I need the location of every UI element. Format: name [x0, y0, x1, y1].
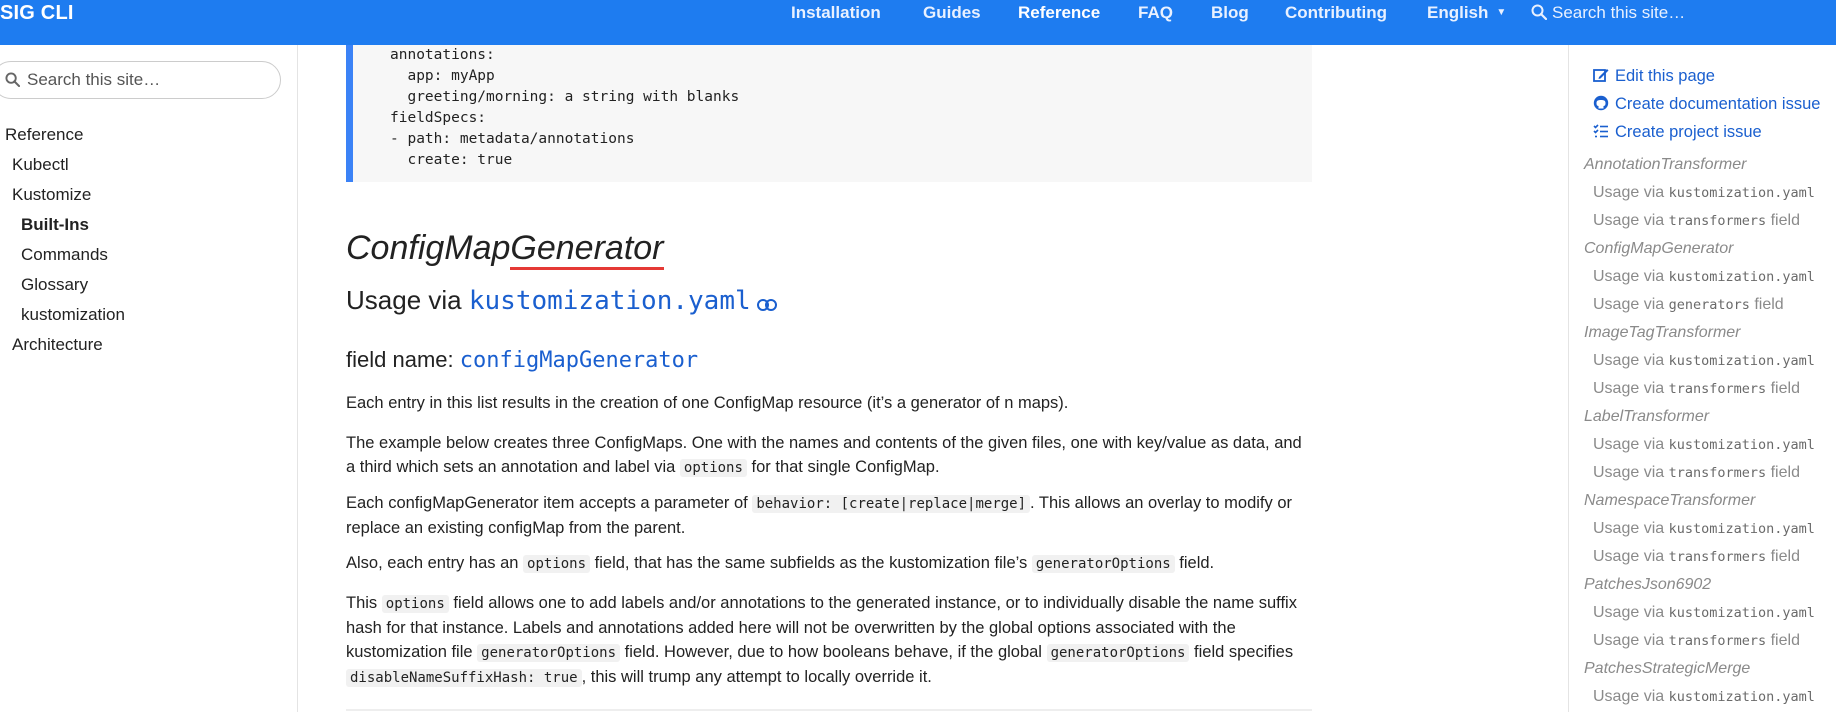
toc-subitem-suffix: field — [1754, 296, 1784, 313]
toc-subitem-prefix: Usage via — [1593, 184, 1665, 201]
field-code: configMapGenerator — [459, 348, 699, 373]
edit-icon — [1593, 67, 1609, 83]
toc-subitem-prefix: Usage via — [1593, 464, 1665, 481]
sidebar-search-input[interactable] — [27, 70, 267, 90]
paragraph-1: Each entry in this list results in the creation of one ConfigMap resource (it’s a generator of n maps). — [346, 394, 1069, 412]
tasks-icon — [1593, 123, 1609, 139]
toc-subitem-prefix: Usage via — [1593, 604, 1665, 621]
inline-code: options — [382, 595, 449, 613]
sidebar-item-built-ins[interactable]: Built-Ins — [21, 215, 89, 234]
usage-prefix: Usage via — [346, 285, 462, 315]
toc-subitem[interactable] — [1593, 520, 1815, 538]
text: Also, each entry has an — [346, 554, 519, 572]
sidebar-item-reference[interactable]: Reference — [5, 125, 84, 144]
search-icon — [5, 72, 20, 87]
text: , this will trump any attempt to locally override it. — [581, 668, 932, 686]
title-part1: ConfigMap — [346, 229, 511, 267]
toc-subitem-code: transformers — [1668, 465, 1767, 481]
toc-subitem-code: transformers — [1668, 381, 1767, 397]
text: The example below creates three ConfigMaps. One with the names and contents of the given files, one with key/value as data, and a third which sets an annotation and label via — [346, 434, 1302, 476]
usage-heading — [346, 285, 777, 318]
toc-subitem-code: kustomization.yaml — [1668, 353, 1815, 369]
usage-code: kustomization.yaml — [468, 286, 751, 316]
create-project-issue-link[interactable] — [1593, 123, 1762, 142]
code-line: create: true — [390, 152, 513, 168]
toc-subitem-prefix: Usage via — [1593, 688, 1665, 705]
toc-subitem-prefix: Usage via — [1593, 632, 1665, 649]
nav-reference[interactable]: Reference — [1018, 3, 1101, 22]
language-label: English — [1427, 3, 1489, 22]
text: field. However, due to how booleans behave, if the global — [624, 643, 1042, 661]
code-text — [390, 45, 739, 171]
toc-subitem-prefix: Usage via — [1593, 268, 1665, 285]
text: field specifies — [1194, 643, 1294, 661]
paragraph-2 — [346, 431, 1312, 480]
nav-search[interactable] — [1531, 3, 1685, 23]
toc-subitem-prefix: Usage via — [1593, 520, 1665, 537]
toc-section[interactable]: ImageTagTransformer — [1584, 324, 1741, 341]
toc-section[interactable]: AnnotationTransformer — [1584, 156, 1747, 173]
main-content — [346, 45, 1312, 712]
field-prefix: field name: — [346, 347, 454, 372]
toc-subitem-code: kustomization.yaml — [1668, 689, 1815, 705]
edit-page-label: Edit this page — [1615, 67, 1715, 85]
toc-subitem-prefix: Usage via — [1593, 548, 1665, 565]
toc-subitem[interactable] — [1593, 296, 1784, 314]
text: field allows one to add labels and/or annotations to the generated instance, or to individually disable the name suffix hash for that instance. Labels and annotations added here will not be overwritten by the global options associated with the kustomization file — [346, 594, 1297, 661]
toc-subitem-suffix: field — [1770, 632, 1800, 649]
sidebar-item-architecture[interactable]: Architecture — [12, 335, 103, 354]
toc-subitem-suffix: field — [1770, 212, 1800, 229]
code-line: app: myApp — [390, 68, 495, 84]
text: for that single ConfigMap. — [751, 458, 940, 476]
paragraph-5 — [346, 591, 1312, 690]
top-navbar — [0, 0, 1836, 45]
toc-subitem-code: transformers — [1668, 549, 1767, 565]
create-doc-issue-link[interactable] — [1593, 95, 1820, 114]
text: field. — [1179, 554, 1215, 572]
right-toc — [1568, 45, 1836, 712]
github-icon — [1593, 95, 1609, 111]
inline-code: generatorOptions — [1047, 644, 1190, 662]
sidebar-item-kustomization[interactable]: kustomization — [21, 305, 125, 324]
toc-subitem-code: kustomization.yaml — [1668, 437, 1815, 453]
title-part2: Generator — [510, 229, 663, 270]
toc-section[interactable]: NamespaceTransformer — [1584, 492, 1756, 509]
toc-section[interactable]: PatchesJson6902 — [1584, 576, 1712, 593]
toc-section[interactable]: ConfigMapGenerator — [1584, 240, 1734, 257]
nav-contributing[interactable]: Contributing — [1285, 3, 1387, 22]
toc-subitem[interactable] — [1593, 436, 1815, 454]
create-doc-issue-label: Create documentation issue — [1615, 95, 1821, 113]
toc-subitem-prefix: Usage via — [1593, 352, 1665, 369]
text: Each configMapGenerator item accepts a parameter of — [346, 494, 748, 512]
toc-subitem[interactable] — [1593, 632, 1800, 650]
toc-subitem-prefix: Usage via — [1593, 380, 1665, 397]
toc-subitem[interactable] — [1593, 184, 1815, 202]
anchor-link-icon[interactable] — [757, 287, 777, 318]
toc-subitem-code: transformers — [1668, 213, 1767, 229]
toc-subitem[interactable] — [1593, 212, 1800, 230]
code-line: - path: metadata/annotations — [390, 131, 635, 147]
toc-subitem-suffix: field — [1770, 380, 1800, 397]
nav-guides[interactable]: Guides — [923, 3, 981, 22]
chevron-down-icon: ▼ — [1496, 7, 1507, 18]
search-icon — [1531, 4, 1547, 20]
language-dropdown[interactable] — [1427, 3, 1506, 23]
text: field, that has the same subfields as the kustomization file’s — [594, 554, 1028, 572]
field-name-heading — [346, 347, 698, 373]
toc-subitem-code: kustomization.yaml — [1668, 605, 1815, 621]
toc-subitem-prefix: Usage via — [1593, 436, 1665, 453]
toc-subitem-prefix: Usage via — [1593, 212, 1665, 229]
toc-subitem-code: kustomization.yaml — [1668, 269, 1815, 285]
toc-section[interactable]: PatchesStrategicMerge — [1584, 660, 1751, 677]
code-line: annotations: — [390, 47, 495, 63]
inline-code: options — [523, 555, 590, 573]
toc-subitem-suffix: field — [1770, 464, 1800, 481]
inline-code: generatorOptions — [477, 644, 620, 662]
sidebar-item-commands[interactable]: Commands — [21, 245, 108, 264]
sidebar-item-kubectl[interactable]: Kubectl — [12, 155, 69, 174]
code-line: fieldSpecs: — [390, 110, 487, 126]
edit-page-link[interactable] — [1593, 67, 1715, 86]
toc-subitem[interactable] — [1593, 604, 1815, 622]
paragraph-4 — [346, 551, 1312, 576]
inline-code: generatorOptions — [1032, 555, 1175, 573]
toc-subitem-code: generators — [1668, 297, 1750, 313]
toc-subitem[interactable] — [1593, 688, 1815, 706]
toc-subitem[interactable] — [1593, 352, 1815, 370]
inline-code: disableNameSuffixHash: true — [346, 669, 582, 687]
toc-subitem[interactable] — [1593, 548, 1800, 566]
brand-logo[interactable]: SIG CLI — [0, 2, 74, 24]
nav-search-placeholder: Search this site… — [1552, 3, 1686, 22]
inline-code: options — [680, 459, 747, 477]
code-block — [346, 45, 1312, 182]
inline-code: behavior: [create|replace|merge] — [752, 495, 1030, 513]
toc-subitem-prefix: Usage via — [1593, 296, 1665, 313]
toc-section[interactable]: LabelTransformer — [1584, 408, 1710, 425]
left-sidebar — [0, 45, 298, 712]
toc-subitem-suffix: field — [1770, 548, 1800, 565]
text: . This allows an overlay to modify or replace an existing configMap from the parent. — [346, 494, 1293, 537]
toc-subitem-code: kustomization.yaml — [1668, 521, 1815, 537]
toc-subitem[interactable] — [1593, 464, 1800, 482]
toc-subitem-code: transformers — [1668, 633, 1767, 649]
page-title — [346, 229, 664, 268]
create-project-issue-label: Create project issue — [1615, 123, 1762, 141]
sidebar-item-glossary[interactable]: Glossary — [21, 275, 89, 294]
nav-faq[interactable]: FAQ — [1138, 3, 1173, 22]
sidebar-search[interactable] — [0, 61, 281, 99]
nav-blog[interactable]: Blog — [1211, 3, 1249, 22]
text: This — [346, 594, 378, 612]
divider — [346, 709, 1312, 711]
toc-subitem[interactable] — [1593, 268, 1815, 286]
toc-subitem-code: kustomization.yaml — [1668, 185, 1815, 201]
toc-subitem[interactable] — [1593, 380, 1800, 398]
paragraph-3 — [346, 491, 1312, 540]
code-line: greeting/morning: a string with blanks — [390, 89, 740, 105]
nav-installation[interactable]: Installation — [791, 3, 881, 22]
sidebar-item-kustomize[interactable]: Kustomize — [12, 185, 92, 204]
